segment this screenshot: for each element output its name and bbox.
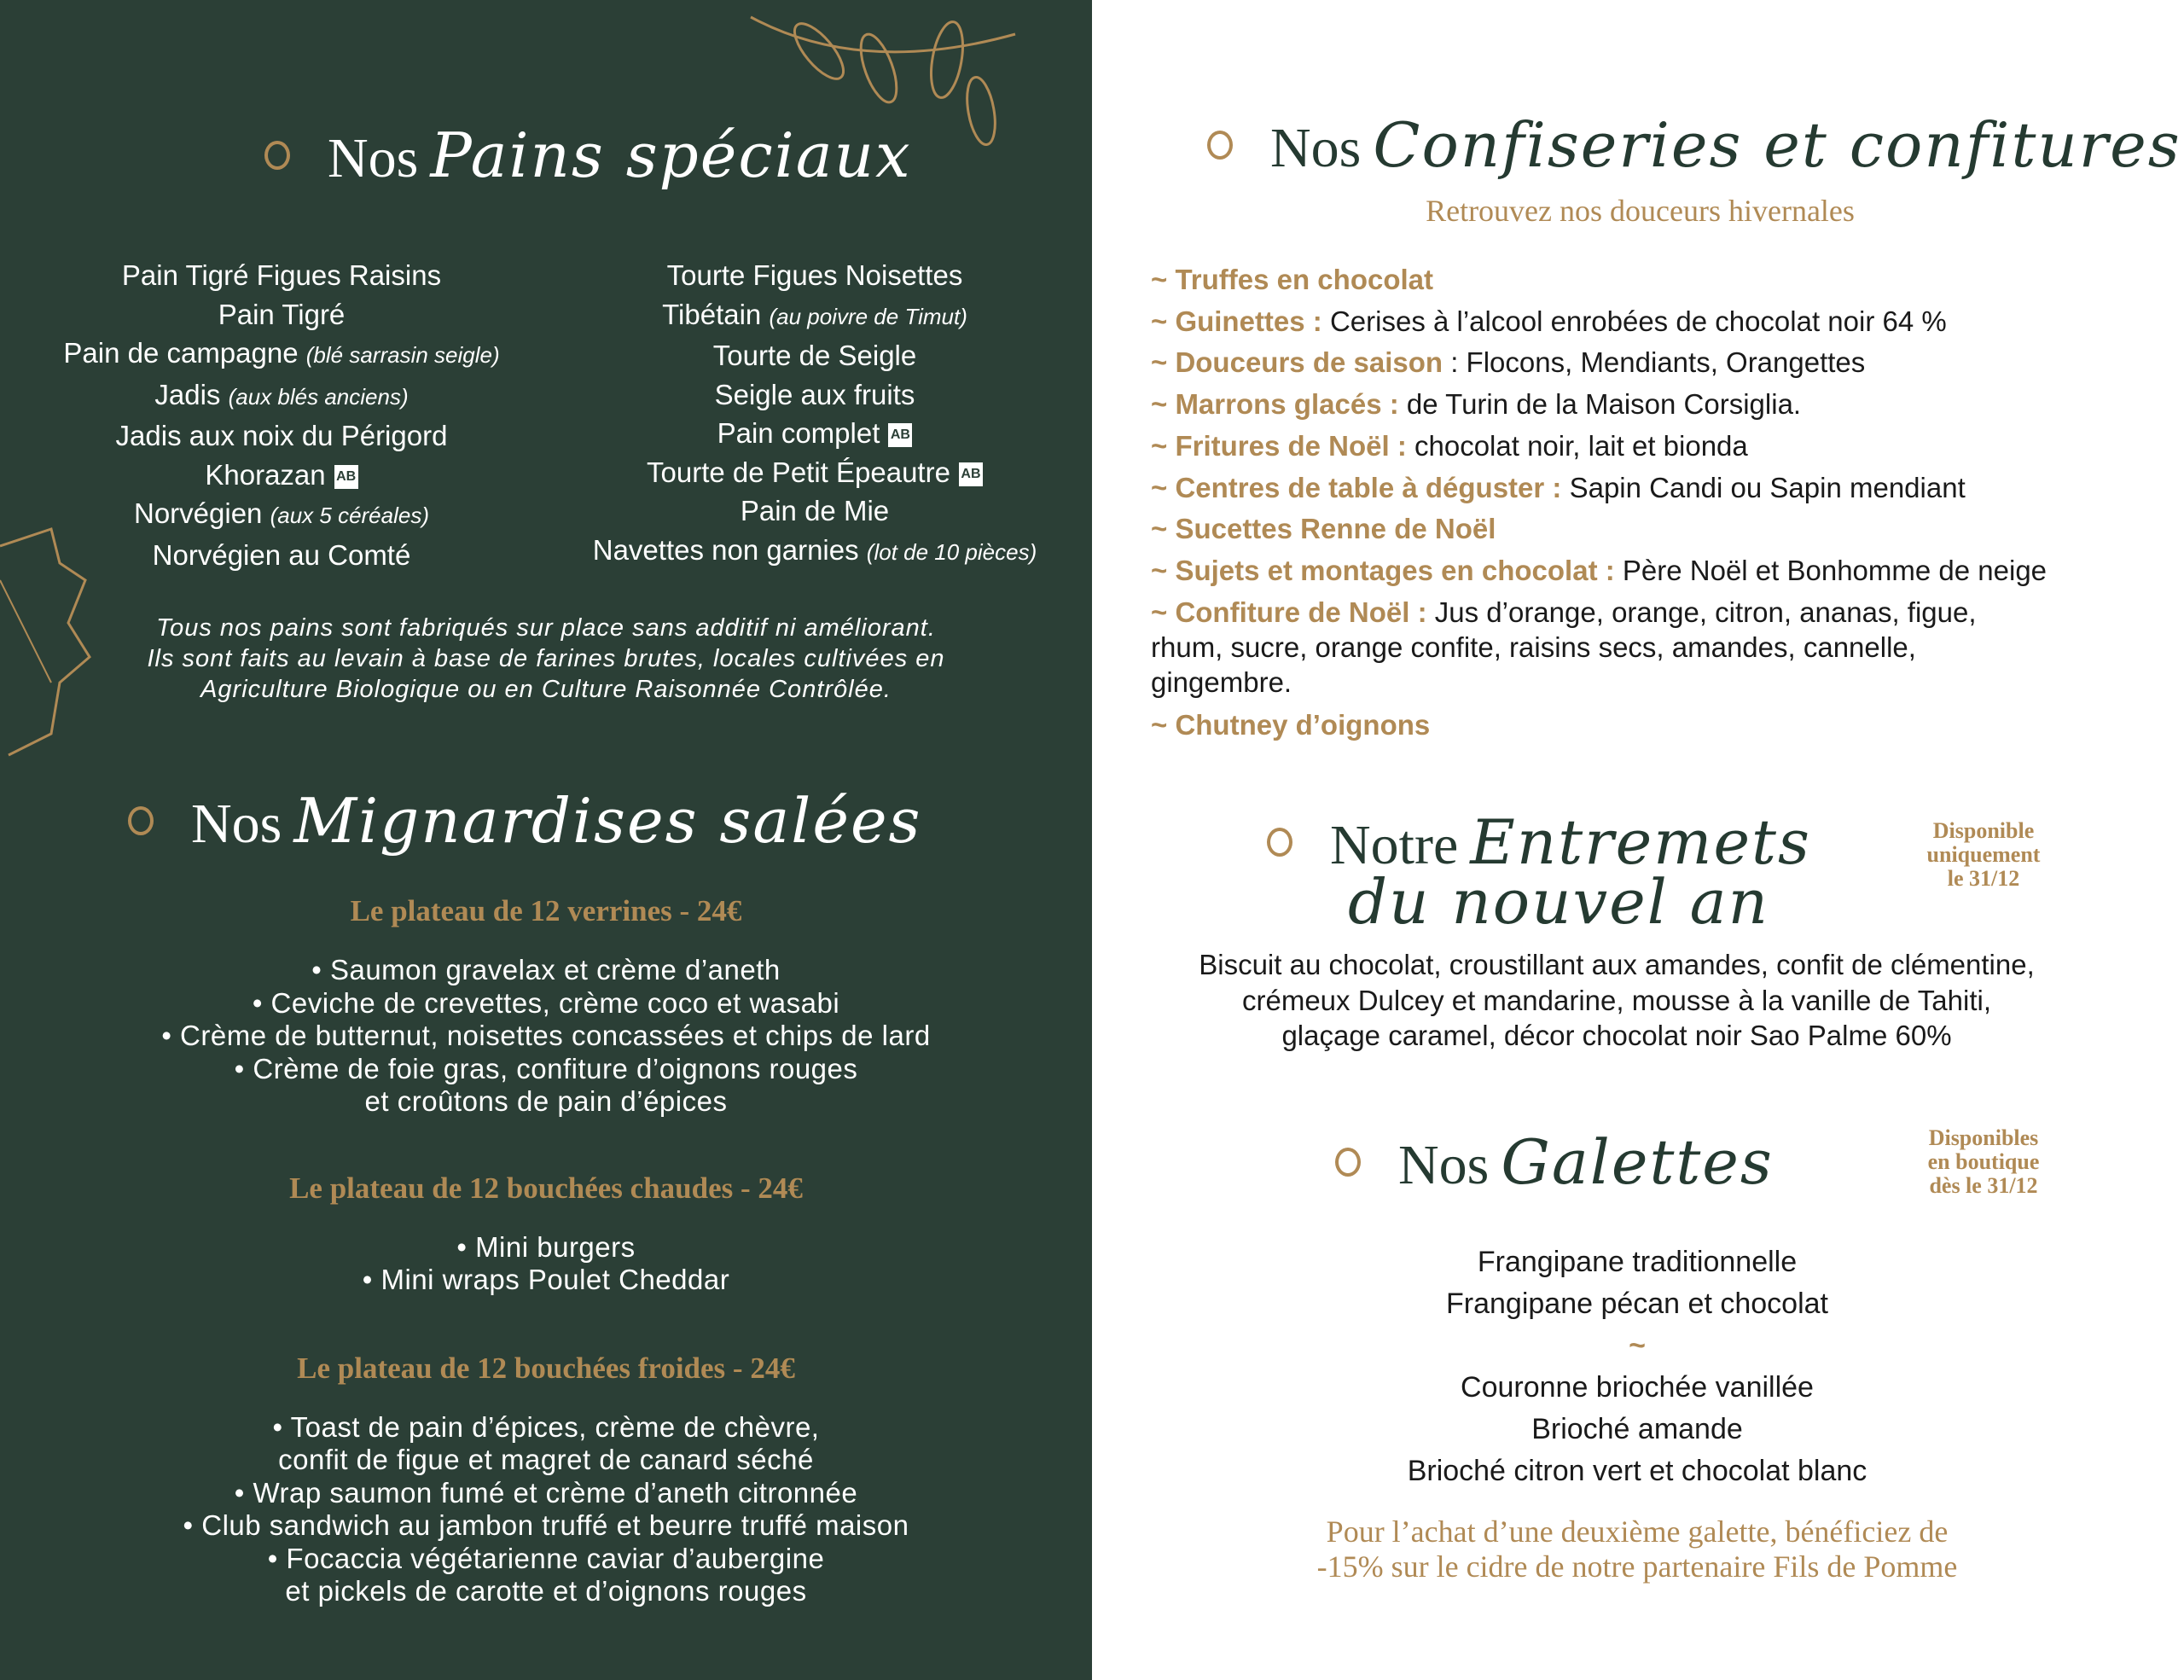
confiserie-item [1151,426,2175,468]
item-desc: : Flocons, Mendiants, Orangettes [1443,346,1866,379]
item-name: ~ Marrons glacés : [1151,388,1399,421]
confiserie-item [1151,468,2175,509]
title-prefix: Nos [328,127,419,189]
plateau-items [0,1231,1092,1297]
bread-name: Jadis [154,378,221,410]
bread-name: Tourte de Petit Épeautre [647,456,950,488]
bread-item [26,375,537,417]
bread-name: Pain de campagne [63,337,299,369]
title-prefix: Nos [1270,117,1362,179]
ornament-icon [1207,131,1233,160]
bread-name: Seigle aux fruits [714,378,915,410]
ornament-icon [128,806,154,835]
item-desc: Père Noël et Bonhomme de neige [1614,554,2048,586]
plateau-item: • Crème de butternut, noisettes concassées et chips de lard [161,1020,931,1051]
side-line: le 31/12 [1947,866,2020,891]
galette-item: Frangipane traditionnelle [1477,1246,1798,1278]
plateau-items [0,954,1092,1119]
title-script: Entremets [1470,806,1811,878]
galette-item: Brioché citron vert et chocolat blanc [1407,1455,1867,1487]
bread-name: Norvégien [133,497,263,529]
item-name: ~ Sujets et montages en chocolat : [1151,554,1615,586]
ornament-icon [1267,828,1292,857]
bread-item [555,531,1075,573]
pains-list-right [555,256,1075,572]
confiserie-item [1151,301,2175,343]
bread-item [555,414,1075,453]
bread-name: Tourte de Seigle [712,340,917,371]
plateau-item: • Saumon gravelax et crème d’aneth [311,954,781,985]
item-desc: Jus d’orange, orange, citron, ananas, figue, rhum, sucre, orange confite, raisins secs, amandes, cannelle, gingembre. [1151,596,1977,698]
title-script: Confiseries et confitures [1373,109,2181,181]
bread-note: (blé sarrasin seigle) [305,342,500,368]
note-line: Agriculture Biologique ou en Culture Raisonnée Contrôlée. [200,676,892,703]
galettes-availability [1894,1126,2073,1198]
plateau-item: et pickels de carotte et d’oignons rouges [285,1575,807,1607]
bread-note: (au poivre de Timut) [769,303,967,329]
organic-label-icon: AB [334,465,358,489]
bread-item [26,416,537,456]
entremets-title-line2 [1348,866,1769,938]
plateau-title: Le plateau de 12 bouchées chaudes - 24€ [289,1171,803,1205]
promo-line: Pour l’achat d’une deuxième galette, bénéficiez de [1326,1514,1949,1549]
bread-item [555,491,1075,531]
confiseries-subtitle: Retrouvez nos douceurs hivernales [1426,194,1855,228]
confiserie-item [1151,509,2175,550]
bread-name: Pain Tigré Figues Raisins [121,259,442,291]
galette-item: Brioché amande [1531,1413,1743,1445]
bread-note: (aux 5 céréales) [270,503,429,528]
title-script: du nouvel an [1348,866,1769,938]
bread-item [26,256,537,295]
bread-item [26,536,537,575]
organic-label-icon: AB [888,423,912,447]
confiserie-item [1151,384,2175,426]
side-line: uniquement [1926,842,2041,867]
bread-item [26,456,537,495]
plateau-item: confit de figue et magret de canard séché [278,1444,814,1475]
galette-item: Couronne briochée vanillée [1461,1371,1814,1404]
title-prefix: Nos [191,793,282,855]
confiserie-item [1151,259,2175,301]
entremets-availability [1894,819,2073,891]
bread-name: Tourte Figues Noisettes [666,259,963,291]
plateau-title: Le plateau de 12 bouchées froides - 24€ [297,1351,795,1385]
title-script: Pains spéciaux [430,119,912,191]
entremets-description [1092,947,2141,1054]
plateau-title: Le plateau de 12 verrines - 24€ [350,894,742,927]
side-line: dès le 31/12 [1929,1173,2038,1198]
galettes-promo [1092,1514,2182,1584]
right-panel [1092,0,2184,1680]
bread-name: Pain Tigré [218,298,346,330]
confiseries-list [1151,259,2175,746]
plateau-item: • Wrap saumon fumé et crème d’aneth citronnée [234,1476,858,1509]
desc-line: crémeux Dulcey et mandarine, mousse à la vanille de Tahiti, [1242,984,1991,1016]
galette-item: Frangipane pécan et chocolat [1446,1288,1828,1320]
galette-item: ~ [1629,1329,1646,1362]
galettes-list [1092,1241,2182,1492]
side-line: en boutique [1927,1149,2040,1174]
plateau-item: • Ceviche de crevettes, crème coco et wasabi [252,986,840,1019]
bread-name: Navettes non garnies [592,533,859,566]
plateau-items [0,1411,1092,1608]
bread-item [26,334,537,375]
bread-item [555,256,1075,295]
bread-item [555,295,1075,337]
plateau-item: • Toast de pain d’épices, crème de chèvre, [272,1410,820,1443]
bread-name: Norvégien au Comté [152,538,411,571]
bread-name: Pain complet [717,417,880,449]
mignardises-title [128,785,922,857]
confiserie-item [1151,342,2175,384]
galettes-title [1335,1126,1774,1198]
title-script: Mignardises salées [293,785,922,857]
pains-title [264,119,912,191]
item-name: ~ Fritures de Noël : [1151,429,1407,462]
pains-note [0,613,1092,705]
item-name: ~ Chutney d’oignons [1151,708,1431,741]
ornament-icon [1335,1148,1361,1177]
side-line: Disponible [1932,818,2035,843]
confiseries-title [1207,109,2181,181]
item-desc: de Turin de la Maison Corsiglia. [1398,388,1802,421]
bread-name: Tibétain [662,298,762,330]
confiserie-item [1151,595,2004,700]
item-name: ~ Truffes en chocolat [1151,264,1433,295]
item-name: ~ Centres de table à déguster : [1151,471,1562,503]
confiserie-item [1151,705,2175,747]
item-name: ~ Sucettes Renne de Noël [1151,513,1496,545]
title-prefix: Nos [1398,1134,1490,1196]
plateau-item: • Mini burgers [456,1230,636,1263]
bread-item [26,295,537,334]
item-desc: Cerises à l’alcool enrobées de chocolat noir 64 % [1329,305,1947,337]
bread-note: (aux blés anciens) [228,383,409,410]
organic-label-icon: AB [959,462,983,486]
bread-item [555,336,1075,375]
bread-name: Pain de Mie [740,495,890,526]
plateaux [0,894,1092,1608]
confiserie-item [1151,550,2175,592]
desc-line: glaçage caramel, décor chocolat noir Sao Palme 60% [1281,1020,1952,1051]
bread-item [555,453,1075,492]
plateau-item: • Crème de foie gras, confiture d’oignons rouges [234,1052,858,1084]
ornament-icon [264,141,290,170]
plateau-item: • Mini wraps Poulet Cheddar [362,1264,730,1295]
bread-name: Khorazan [205,458,326,491]
bread-name: Jadis aux noix du Périgord [115,420,448,451]
desc-line: Biscuit au chocolat, croustillant aux amandes, confit de clémentine, [1199,949,2035,980]
note-line: Ils sont faits au levain à base de farines brutes, locales cultivées en [147,645,945,672]
pains-list-left [26,256,537,574]
plateau-item: • Focaccia végétarienne caviar d’aubergine [267,1542,825,1574]
plateau-item: et croûtons de pain d’épices [364,1085,728,1117]
side-line: Disponibles [1928,1125,2039,1150]
bread-note: (lot de 10 pièces) [866,538,1037,565]
note-line: Tous nos pains sont fabriqués sur place sans additif ni améliorant. [156,614,936,642]
bread-item [555,375,1075,415]
bread-item [26,494,537,536]
item-name: ~ Douceurs de saison [1151,346,1443,379]
item-desc: Sapin Candi ou Sapin mendiant [1561,471,1966,503]
item-name: ~ Confiture de Noël : [1151,596,1427,628]
title-script: Galettes [1501,1126,1774,1198]
item-name: ~ Guinettes : [1151,305,1330,337]
item-desc: chocolat noir, lait et bionda [1406,429,1748,462]
title-prefix: Notre [1330,814,1459,876]
promo-line: -15% sur le cidre de notre partenaire Fils de Pomme [1316,1549,1958,1584]
plateau-item: • Club sandwich au jambon truffé et beurre truffé maison [183,1509,909,1541]
